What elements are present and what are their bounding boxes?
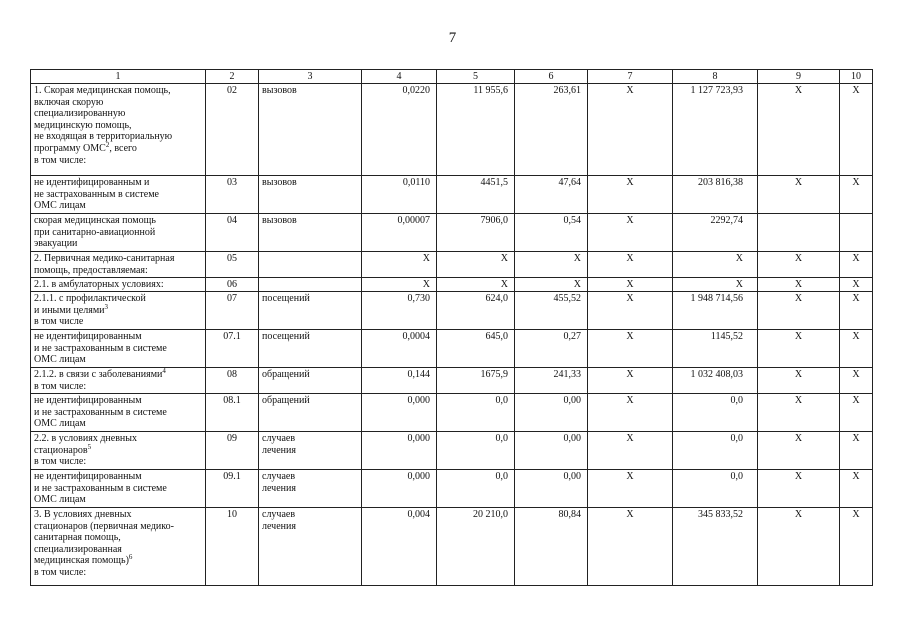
row-value-cell: 2292,74 — [673, 214, 758, 252]
row-mark-cell: X — [588, 330, 673, 368]
row-value-cell: 0,00 — [515, 432, 588, 470]
row-name-line: в том числе — [34, 316, 84, 328]
table-row — [31, 330, 873, 368]
row-name-cell — [31, 84, 206, 176]
row-name-line: 3. В условиях дневных — [34, 509, 132, 520]
row-value-cell: X — [673, 252, 758, 278]
row-mark-cell: X — [758, 176, 840, 214]
row-unit-cell: обращений — [259, 394, 362, 432]
row-value-cell: 47,64 — [515, 176, 588, 214]
row-name-line: 2.1.1. с профилактической — [34, 293, 146, 304]
table-row — [31, 292, 873, 330]
table-row — [31, 84, 873, 176]
row-mark-cell: X — [588, 176, 673, 214]
row-code-cell: 10 — [206, 508, 259, 586]
row-name-cell — [31, 214, 206, 252]
row-value-cell: 0,0004 — [362, 330, 437, 368]
row-mark-cell: X — [758, 252, 840, 278]
row-name-line: программу ОМС — [34, 142, 106, 154]
row-value-cell: 455,52 — [515, 292, 588, 330]
row-value-cell: 11 955,6 — [437, 84, 515, 176]
row-mark-cell: X — [840, 470, 873, 508]
row-name-line: в том числе: — [34, 456, 87, 468]
row-value-cell: 0,27 — [515, 330, 588, 368]
row-mark-cell: X — [840, 330, 873, 368]
row-name-line: не входящая в территориальную — [34, 131, 173, 143]
row-name-text: не идентифицированным и не застрахованным в системе ОМС лицам — [34, 471, 167, 506]
row-name-line: 2.2. в условиях дневных — [34, 433, 137, 444]
column-header: 8 — [673, 70, 758, 84]
row-value-cell: 0,0 — [437, 394, 515, 432]
table-row — [31, 432, 873, 470]
column-header: 9 — [758, 70, 840, 84]
row-mark-cell — [840, 214, 873, 252]
column-header: 3 — [259, 70, 362, 84]
row-name-cell — [31, 508, 206, 586]
row-name-cell — [31, 176, 206, 214]
row-value-cell: 0,0 — [673, 432, 758, 470]
column-header: 5 — [437, 70, 515, 84]
row-mark-cell: X — [758, 84, 840, 176]
column-number-row — [31, 70, 873, 84]
row-value-cell: 0,0220 — [362, 84, 437, 176]
row-name-line: специализированную — [34, 108, 126, 120]
row-value-cell: X — [515, 278, 588, 292]
row-name-cell — [31, 470, 206, 508]
row-unit-cell — [259, 278, 362, 292]
row-unit-cell: посещений — [259, 330, 362, 368]
row-name-cell — [31, 368, 206, 394]
row-unit-cell: вызовов — [259, 214, 362, 252]
row-value-cell: 203 816,38 — [673, 176, 758, 214]
row-mark-cell: X — [758, 470, 840, 508]
row-value-cell: X — [362, 278, 437, 292]
row-name-line: стационаров (первичная медико- — [34, 520, 174, 532]
row-name-line: стационаров — [34, 444, 88, 456]
row-code-cell: 09.1 — [206, 470, 259, 508]
footnote-marker: 3 — [104, 302, 109, 311]
row-code-cell: 03 — [206, 176, 259, 214]
row-code-cell: 08.1 — [206, 394, 259, 432]
row-unit-cell: обращений — [259, 368, 362, 394]
row-name-line: и иными целями — [34, 304, 105, 316]
row-mark-cell: X — [758, 330, 840, 368]
row-code-cell: 05 — [206, 252, 259, 278]
row-name-line: включая скорую — [34, 96, 104, 108]
row-mark-cell: X — [588, 84, 673, 176]
row-name-text: не идентифицированным и не застрахованным в системе ОМС лицам — [34, 177, 159, 212]
row-value-cell: 0,004 — [362, 508, 437, 586]
row-value-cell: X — [437, 252, 515, 278]
row-name-line: в том числе: — [34, 566, 87, 578]
row-value-cell: 1 127 723,93 — [673, 84, 758, 176]
table-row — [31, 176, 873, 214]
footnote-marker: 4 — [162, 367, 166, 375]
row-name-text: 2.1. в амбулаторных условиях: — [34, 279, 164, 290]
row-value-cell: 0,00 — [515, 394, 588, 432]
row-unit-cell: случаев лечения — [259, 508, 362, 586]
row-value-cell: 0,0 — [437, 470, 515, 508]
row-mark-cell: X — [758, 508, 840, 586]
column-header: 4 — [362, 70, 437, 84]
row-name-line: в том числе: — [34, 154, 87, 166]
row-mark-cell: X — [840, 368, 873, 394]
footnote-marker: 5 — [87, 442, 92, 451]
row-value-cell: 0,0 — [437, 432, 515, 470]
row-name-text: 2. Первичная медико-санитарная помощь, предоставляемая: — [34, 253, 175, 276]
row-mark-cell: X — [588, 214, 673, 252]
row-name-cell — [31, 278, 206, 292]
row-code-cell: 07 — [206, 292, 259, 330]
table-row — [31, 214, 873, 252]
row-name-cell — [31, 432, 206, 470]
page-number: 7 — [448, 30, 457, 46]
row-code-cell: 02 — [206, 84, 259, 176]
column-header: 10 — [840, 70, 873, 84]
footnote-marker: 6 — [128, 553, 133, 562]
row-value-cell: 80,84 — [515, 508, 588, 586]
row-name-cell — [31, 394, 206, 432]
row-unit-cell: вызовов — [259, 84, 362, 176]
table-row — [31, 508, 873, 586]
row-value-cell: 1 948 714,56 — [673, 292, 758, 330]
row-value-cell: 263,61 — [515, 84, 588, 176]
row-unit-cell: посещений — [259, 292, 362, 330]
row-value-cell: 345 833,52 — [673, 508, 758, 586]
row-mark-cell: X — [588, 292, 673, 330]
row-mark-cell: X — [840, 394, 873, 432]
table-row — [31, 252, 873, 278]
row-name-line: 2.1.2. в связи с заболеваниями — [34, 369, 163, 380]
row-name-line: санитарная помощь, — [34, 532, 121, 544]
footnote-marker: 2 — [105, 140, 110, 149]
row-unit-cell: случаев лечения — [259, 470, 362, 508]
row-name-line: 1. Скорая медицинская помощь, — [34, 85, 171, 96]
row-mark-cell: X — [588, 394, 673, 432]
row-value-cell: 0,730 — [362, 292, 437, 330]
row-name-cell — [31, 292, 206, 330]
table-row — [31, 278, 873, 292]
table-row — [31, 470, 873, 508]
column-header: 2 — [206, 70, 259, 84]
row-mark-cell: X — [840, 432, 873, 470]
row-name-text: не идентифицированным и не застрахованным в системе ОМС лицам — [34, 331, 167, 366]
row-value-cell: 0,0 — [673, 470, 758, 508]
row-mark-cell: X — [758, 368, 840, 394]
row-mark-cell: X — [840, 84, 873, 176]
row-value-cell: X — [362, 252, 437, 278]
row-unit-cell: случаев лечения — [259, 432, 362, 470]
row-value-cell: 20 210,0 — [437, 508, 515, 586]
row-value-cell: 1 032 408,03 — [673, 368, 758, 394]
row-mark-cell: X — [588, 252, 673, 278]
row-name-text: не идентифицированным и не застрахованным в системе ОМС лицам — [34, 395, 167, 430]
row-value-cell: 0,000 — [362, 432, 437, 470]
row-mark-cell — [758, 214, 840, 252]
row-name-line: в том числе: — [34, 380, 87, 392]
row-unit-cell: вызовов — [259, 176, 362, 214]
row-value-cell: 624,0 — [437, 292, 515, 330]
row-value-cell: 0,00 — [515, 470, 588, 508]
row-name-cell — [31, 330, 206, 368]
row-value-cell: 7906,0 — [437, 214, 515, 252]
row-name-cell — [31, 252, 206, 278]
row-value-cell: X — [673, 278, 758, 292]
row-mark-cell: X — [588, 508, 673, 586]
row-value-cell: 0,54 — [515, 214, 588, 252]
row-name-suffix: , всего — [109, 142, 137, 154]
row-code-cell: 08 — [206, 368, 259, 394]
row-mark-cell: X — [758, 292, 840, 330]
row-mark-cell: X — [588, 368, 673, 394]
row-value-cell: 241,33 — [515, 368, 588, 394]
table-body — [31, 84, 873, 586]
row-mark-cell: X — [588, 278, 673, 292]
row-value-cell: 0,000 — [362, 394, 437, 432]
row-code-cell: 06 — [206, 278, 259, 292]
row-value-cell: 1675,9 — [437, 368, 515, 394]
row-name-line: медицинскую помощь, — [34, 119, 132, 131]
row-mark-cell: X — [840, 252, 873, 278]
row-code-cell: 07.1 — [206, 330, 259, 368]
row-mark-cell: X — [758, 432, 840, 470]
row-code-cell: 09 — [206, 432, 259, 470]
row-mark-cell: X — [588, 470, 673, 508]
row-mark-cell: X — [840, 292, 873, 330]
row-mark-cell: X — [840, 508, 873, 586]
row-mark-cell: X — [758, 278, 840, 292]
row-value-cell: 645,0 — [437, 330, 515, 368]
row-value-cell: 0,00007 — [362, 214, 437, 252]
row-name-line: медицинская помощь) — [34, 555, 129, 567]
row-value-cell: 0,0110 — [362, 176, 437, 214]
row-value-cell: 0,0 — [673, 394, 758, 432]
row-mark-cell: X — [758, 394, 840, 432]
row-mark-cell: X — [840, 278, 873, 292]
row-unit-cell — [259, 252, 362, 278]
row-value-cell: X — [437, 278, 515, 292]
row-value-cell: 1145,52 — [673, 330, 758, 368]
row-value-cell: X — [515, 252, 588, 278]
column-header: 6 — [515, 70, 588, 84]
data-table — [30, 69, 873, 586]
table-row — [31, 394, 873, 432]
row-value-cell: 0,144 — [362, 368, 437, 394]
row-mark-cell: X — [840, 176, 873, 214]
row-mark-cell: X — [588, 432, 673, 470]
column-header: 1 — [31, 70, 206, 84]
row-name-text: скорая медицинская помощь при санитарно-авиационной эвакуации — [34, 215, 156, 250]
row-value-cell: 0,000 — [362, 470, 437, 508]
row-value-cell: 4451,5 — [437, 176, 515, 214]
row-name-line: специализированная — [34, 543, 122, 555]
row-code-cell: 04 — [206, 214, 259, 252]
table-row — [31, 368, 873, 394]
column-header: 7 — [588, 70, 673, 84]
